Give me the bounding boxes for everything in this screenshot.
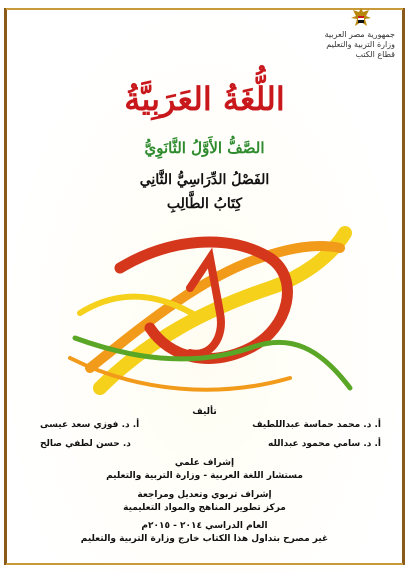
eagle-emblem-icon (349, 6, 373, 32)
scientific-supervision: مستشار اللغة العربية - وزارة التربية والتعليم (106, 471, 303, 481)
bottom-border (6, 563, 403, 565)
authoring-label: تأليف (192, 407, 217, 417)
calligraphy-artwork (60, 218, 360, 408)
ministry-line: وزارة التربية والتعليم (326, 40, 395, 49)
educational-supervision: مركز تطوير المناهج والمواد التعليمية (123, 503, 286, 513)
academic-year: العام الدراسي ٢٠١٤ - ٢٠١٥م (141, 521, 268, 531)
ministry-block (285, 30, 395, 60)
scientific-supervision-label: إشراف علمي (174, 458, 235, 468)
ministry-line: جمهورية مصر العربية (324, 30, 395, 39)
grade-label: الصَّفُّ الأَوَّلُ الثَّانَوِيُّ (144, 139, 265, 157)
term-label: الفَصْلُ الدِّرَاسِيُّ الثَّانِي (139, 172, 270, 188)
author-name: أ. د. فوزي سعد عيسى (40, 420, 140, 430)
distribution-notice: غير مصرح بتداول هذا الكتاب خارج وزارة التربية والتعليم (80, 534, 329, 544)
educational-supervision-label: إشراف تربوي وتعديل ومراجعة (137, 490, 272, 500)
author-name: د. حسن لطفي صالح (40, 439, 131, 449)
book-title: اللُّغَةُ العَرَبِيَّةُ (124, 80, 285, 118)
book-type-label: كِتَابُ الطَّالِبِ (166, 196, 243, 212)
author-name: أ. د. سامي محمود عبدالله (268, 439, 381, 449)
author-name: أ. د. محمد حماسة عبداللطيف (252, 420, 381, 430)
ministry-line: قطاع الكتب (355, 50, 395, 59)
top-border (6, 8, 403, 10)
